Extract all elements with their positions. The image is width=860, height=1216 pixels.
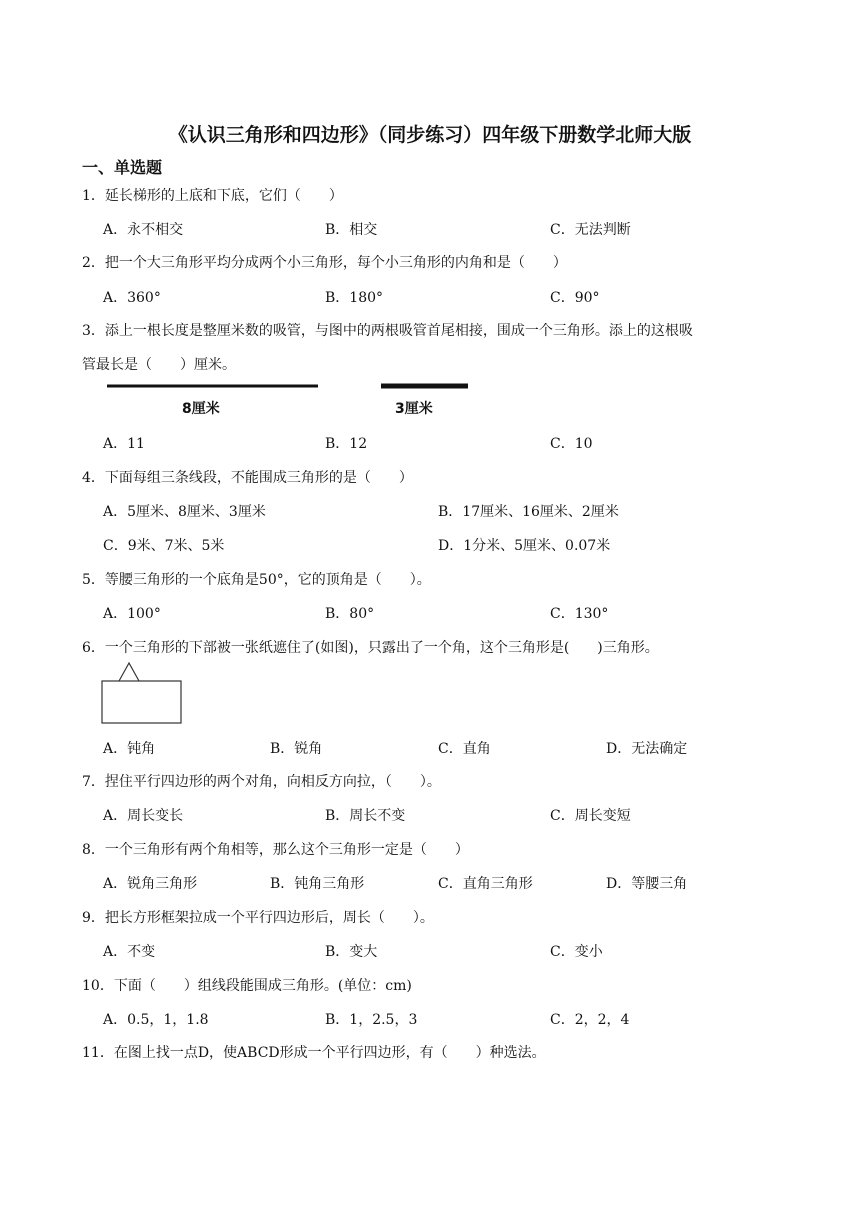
q9-option-b: B．变大 xyxy=(325,944,378,960)
question-8: 8．一个三角形有两个角相等，那么这个三角形一定是（ ） xyxy=(82,842,469,858)
q8-option-c: C．直角三角形 xyxy=(438,876,533,892)
question-1: 1．延长梯形的上底和下底，它们（ ） xyxy=(82,188,343,204)
q4-option-d: D．1分米、5厘米、0.07米 xyxy=(438,538,611,554)
q4-option-b: B．17厘米、16厘米、2厘米 xyxy=(438,504,619,520)
covered-triangle-figure xyxy=(98,660,186,726)
q5-option-c: C．130° xyxy=(550,606,609,622)
q1-option-c: C．无法判断 xyxy=(550,222,631,238)
q7-option-a: A．周长变长 xyxy=(103,808,184,824)
q4-option-a: A．5厘米、8厘米、3厘米 xyxy=(103,504,266,520)
q7-option-c: C．周长变短 xyxy=(550,808,631,824)
q7-option-b: B．周长不变 xyxy=(325,808,406,824)
q3-option-b: B．12 xyxy=(325,436,368,452)
straw-label-8cm: 8厘米 xyxy=(182,401,220,417)
q8-option-b: B．钝角三角形 xyxy=(270,876,365,892)
q6-option-a: A．钝角 xyxy=(103,741,156,757)
question-6: 6．一个三角形的下部被一张纸遮住了(如图)，只露出了一个角，这个三角形是( )三角形。 xyxy=(82,640,659,656)
section-heading: 一、单选题 xyxy=(82,158,163,177)
question-9: 9．把长方形框架拉成一个平行四边形后，周长（ ）。 xyxy=(82,910,434,926)
q3-option-a: A．11 xyxy=(103,436,145,452)
q10-option-b: B．1，2.5，3 xyxy=(325,1012,418,1028)
question-3-cont: 管最长是（ ）厘米。 xyxy=(82,357,236,373)
question-5: 5．等腰三角形的一个底角是50°，它的顶角是（ ）。 xyxy=(82,572,431,588)
q6-option-c: C．直角 xyxy=(438,741,491,757)
q5-option-b: B．80° xyxy=(325,606,375,622)
exposed-angle xyxy=(119,663,139,681)
q9-option-c: C．变小 xyxy=(550,944,603,960)
q10-option-a: A．0.5，1，1.8 xyxy=(103,1012,209,1028)
q2-option-a: A．360° xyxy=(103,290,161,306)
page-title: 《认识三角形和四边形》（同步练习）四年级下册数学北师大版 xyxy=(168,124,692,146)
straw-label-3cm: 3厘米 xyxy=(395,401,433,417)
q1-option-b: B．相交 xyxy=(325,222,378,238)
q6-option-b: B．锐角 xyxy=(270,741,323,757)
q2-option-c: C．90° xyxy=(550,290,600,306)
q6-option-d: D．无法确定 xyxy=(606,741,688,757)
q4-option-c: C．9米、7米、5米 xyxy=(103,538,225,554)
q9-option-a: A．不变 xyxy=(103,944,156,960)
q3-option-c: C．10 xyxy=(550,436,593,452)
q2-option-b: B．180° xyxy=(325,290,384,306)
q8-option-d: D．等腰三角 xyxy=(606,876,688,892)
q10-option-c: C．2，2，4 xyxy=(550,1012,630,1028)
question-10: 10．下面（ ）组线段能围成三角形。(单位：cm) xyxy=(82,978,412,994)
q5-option-a: A．100° xyxy=(103,606,161,622)
question-7: 7．捏住平行四边形的两个对角，向相反方向拉，（ ）。 xyxy=(82,774,441,790)
question-3: 3．添上一根长度是整厘米数的吸管，与图中的两根吸管首尾相接，围成一个三角形。添上的这根吸 xyxy=(82,323,693,339)
covering-paper xyxy=(102,681,181,723)
q8-option-a: A．锐角三角形 xyxy=(103,876,198,892)
question-4: 4．下面每组三条线段，不能围成三角形的是（ ） xyxy=(82,470,413,486)
question-11: 11．在图上找一点D，使ABCD形成一个平行四边形，有（ ）种选法。 xyxy=(82,1045,546,1061)
question-2: 2．把一个大三角形平均分成两个小三角形，每个小三角形的内角和是（ ） xyxy=(82,255,567,271)
q1-option-a: A．永不相交 xyxy=(103,222,184,238)
